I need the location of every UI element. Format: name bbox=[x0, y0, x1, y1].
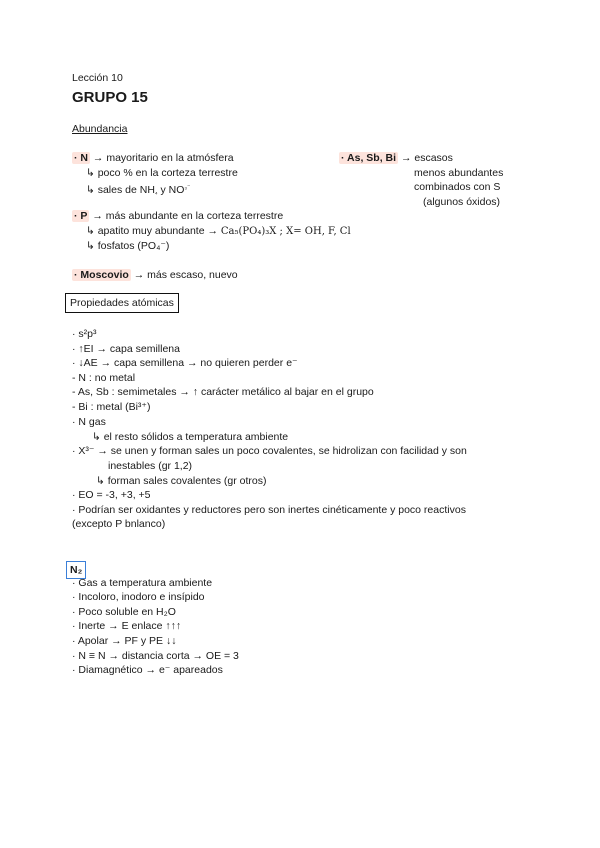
asb-line bbox=[339, 152, 453, 165]
prop-line-12: · Podrían ser oxidantes y reductores pero son inertes cinéticamente y poco reactivos bbox=[72, 504, 466, 516]
prop-line-5: - Bi : metal (Bi³⁺) bbox=[72, 401, 151, 413]
prop-line-11: · EO = -3, +3, +5 bbox=[72, 489, 151, 501]
prop-line-10: ↳ forman sales covalentes (gr otros) bbox=[96, 475, 267, 487]
p-label: · P bbox=[74, 210, 88, 222]
lesson-label: Lección 10 bbox=[72, 72, 123, 84]
apatite-formula: Ca₅(PO₄)₃X ; X= OH, F, Cl bbox=[220, 226, 351, 237]
moscovio-text: → más escaso, nuevo bbox=[130, 269, 238, 281]
page-title: GRUPO 15 bbox=[72, 89, 148, 106]
prop-line-4: - As, Sb : semimetales → ↑ carácter metálico al bajar en el grupo bbox=[72, 386, 374, 398]
asb-line4: (algunos óxidos) bbox=[423, 196, 501, 208]
propiedades-heading: Propiedades atómicas bbox=[65, 293, 179, 313]
p-text: → más abundante en la corteza terrestre bbox=[89, 210, 284, 222]
prop-line-2: · ↓AE → capa semillena → no quieren perder e⁻ bbox=[72, 357, 298, 369]
n-text: → mayoritario en la atmósfera bbox=[90, 152, 234, 164]
n2-heading: N₂ bbox=[66, 561, 86, 579]
n2-line-1: · Incoloro, inodoro e insípido bbox=[72, 591, 205, 603]
prop-line-1: · ↑EI → capa semillena bbox=[72, 343, 180, 355]
prop-line-13: (excepto P bnlanco) bbox=[72, 518, 166, 530]
p-sub2: ↳ fosfatos (PO₄⁻) bbox=[86, 240, 170, 252]
n2-line-3: · Inerte → E enlace ↑↑↑ bbox=[72, 620, 182, 632]
prop-line-7: ↳ el resto sólidos a temperatura ambiente bbox=[92, 431, 289, 443]
p-sub1 bbox=[86, 225, 351, 238]
prop-line-0: · s²p³ bbox=[72, 328, 97, 340]
n2-line-2: · Poco soluble en H₂O bbox=[72, 606, 176, 618]
n2-line-5: · N ≡ N → distancia corta → OE = 3 bbox=[72, 650, 239, 662]
p-line bbox=[72, 210, 283, 223]
p-sub1-text: ↳ apatito muy abundante → bbox=[86, 225, 221, 237]
n-label: · N bbox=[74, 152, 88, 164]
prop-line-6: · N gas bbox=[72, 416, 106, 428]
n2-line-4: · Apolar → PF y PE ↓↓ bbox=[72, 635, 177, 647]
prop-line-8: · X³⁻ → se unen y forman sales un poco covalentes, se hidrolizan con facilidad y son bbox=[72, 445, 467, 457]
n-sub2-c: y NO bbox=[157, 184, 185, 196]
n-sub1: ↳ poco % en la corteza terrestre bbox=[86, 167, 238, 179]
moscovio-line bbox=[72, 269, 238, 282]
moscovio-label: · Moscovio bbox=[74, 269, 129, 281]
asb-line2: menos abundantes bbox=[414, 167, 504, 179]
n2-line-0: · Gas a temperatura ambiente bbox=[72, 577, 213, 589]
abundancia-heading: Abundancia bbox=[72, 123, 128, 135]
n-line bbox=[72, 152, 234, 165]
n-sub2-d: ₃⁻ bbox=[184, 184, 191, 191]
asb-line3: combinados con S bbox=[414, 181, 501, 193]
asb-label: · As, Sb, Bi bbox=[341, 152, 397, 164]
n2-line-6: · Diamagnético → e⁻ apareados bbox=[72, 664, 223, 676]
asb-text: → escasos bbox=[398, 152, 453, 164]
n-sub2 bbox=[86, 181, 190, 199]
n-sub2-a: ↳ sales de NH bbox=[86, 184, 155, 196]
n-sub2-b: ₄ bbox=[154, 189, 158, 196]
prop-line-9: inestables (gr 1,2) bbox=[108, 460, 193, 472]
prop-line-3: - N : no metal bbox=[72, 372, 136, 384]
